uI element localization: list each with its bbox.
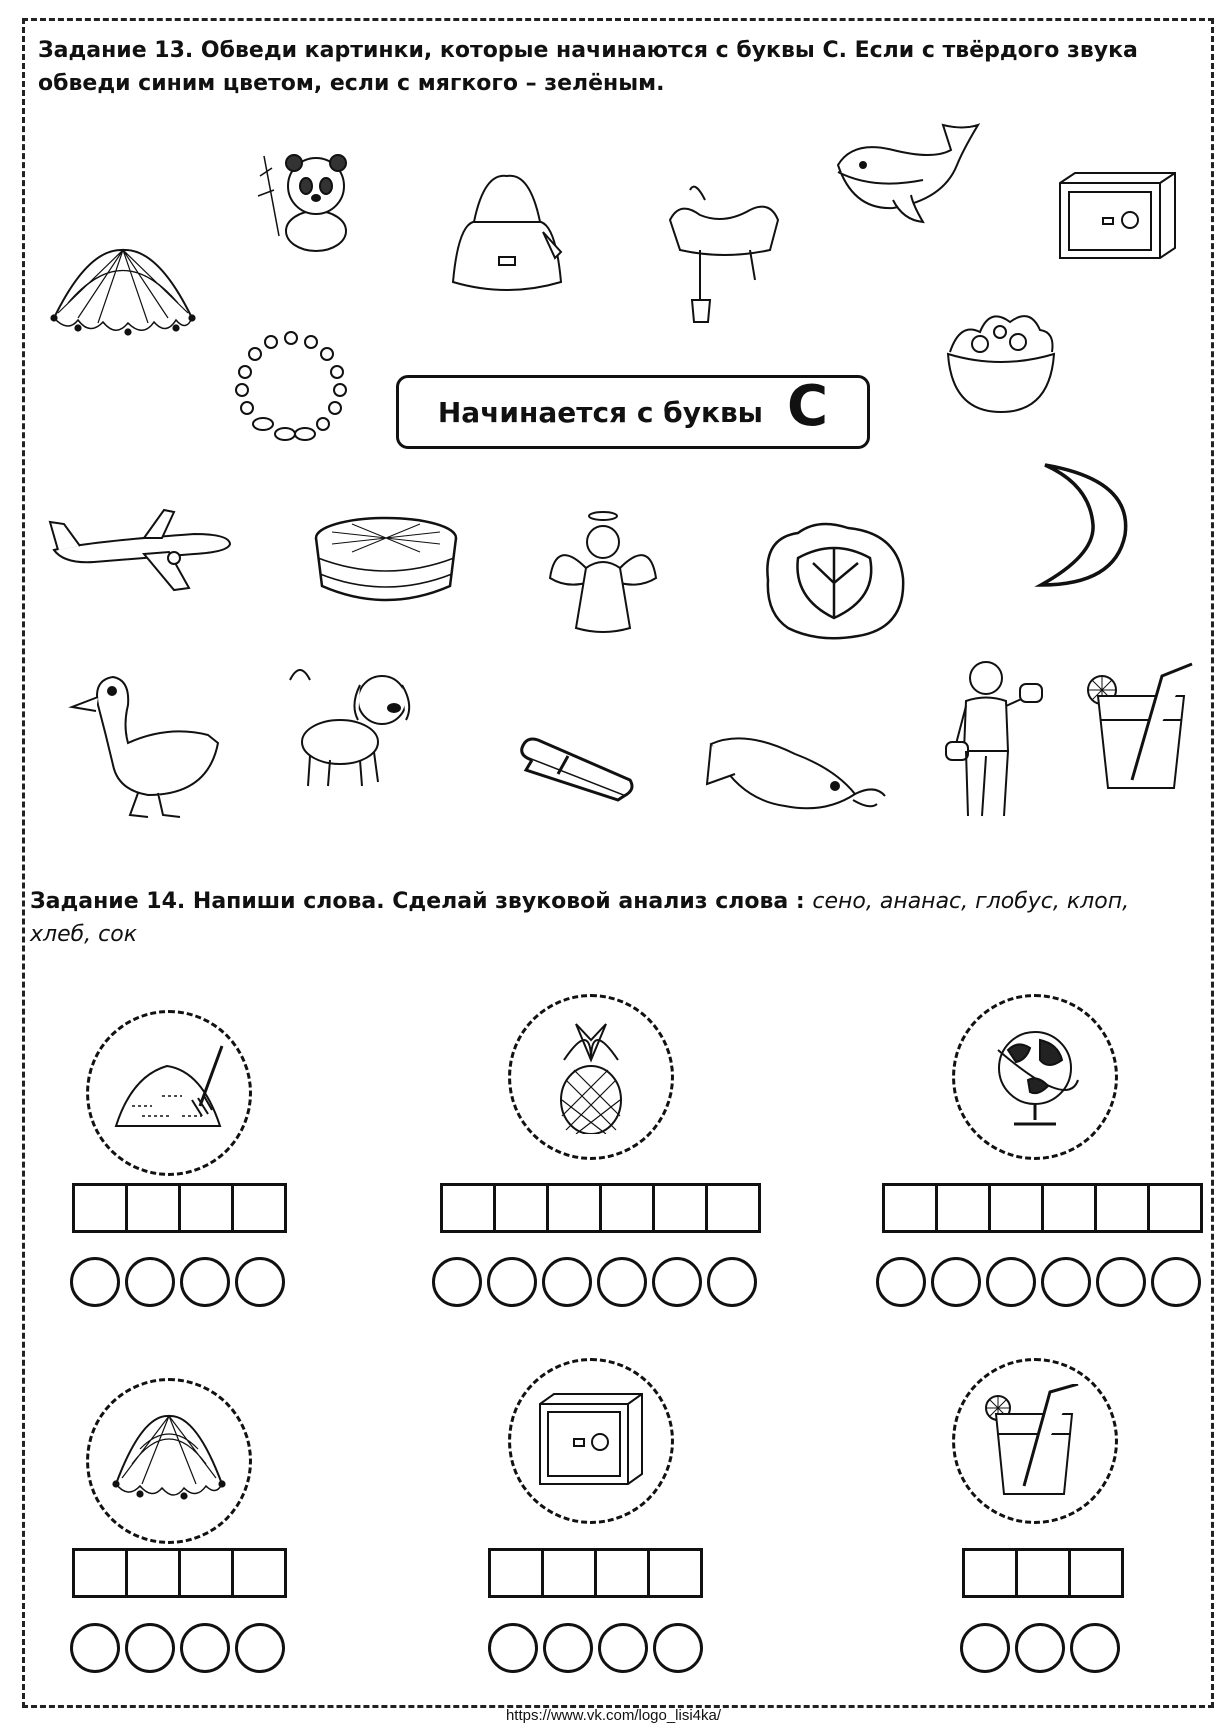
sound-circle[interactable]: [707, 1257, 757, 1307]
sound-circle[interactable]: [653, 1623, 703, 1673]
card-net-circle: [86, 1378, 252, 1544]
card-net-sound-circles: [70, 1623, 285, 1673]
letter-box[interactable]: [128, 1186, 181, 1230]
card-pineapple-circle: [508, 994, 674, 1160]
letter-box[interactable]: [1150, 1186, 1200, 1230]
cabbage-icon: [758, 518, 910, 640]
angel-icon: [546, 508, 660, 636]
card-safe-sound-circles: [488, 1623, 703, 1673]
task14-title: [30, 885, 1160, 951]
sound-circle[interactable]: [235, 1623, 285, 1673]
sound-circle[interactable]: [488, 1623, 538, 1673]
globe-icon: [978, 1020, 1092, 1134]
letter-box[interactable]: [650, 1551, 700, 1595]
starts-with-label: [396, 375, 870, 449]
sound-circle[interactable]: [876, 1257, 926, 1307]
panda-icon: [254, 146, 364, 254]
card-safe-circle: [508, 1358, 674, 1524]
card-hay-sound-circles: [70, 1257, 285, 1307]
letter-box[interactable]: [885, 1186, 938, 1230]
athlete-icon: [946, 656, 1046, 824]
sound-circle[interactable]: [931, 1257, 981, 1307]
juice-icon: [1084, 660, 1194, 792]
pineapple-icon: [534, 1020, 648, 1134]
catfish-icon: [705, 724, 889, 824]
net-icon: [48, 248, 198, 340]
sound-circle[interactable]: [125, 1257, 175, 1307]
letter-box[interactable]: [549, 1186, 602, 1230]
letter-box[interactable]: [1044, 1186, 1097, 1230]
hay-icon: [112, 1036, 226, 1150]
sound-circle[interactable]: [652, 1257, 702, 1307]
dog-icon: [290, 660, 418, 790]
sound-circle[interactable]: [180, 1257, 230, 1307]
task14-instruction: Задание 14. Напиши слова. Сделай звуковой анализ слова :: [30, 889, 813, 914]
card-globe-letter-boxes: [882, 1183, 1203, 1233]
card-pineapple-sound-circles: [432, 1257, 757, 1307]
card-safe-letter-boxes: [488, 1548, 703, 1598]
card-hay-circle: [86, 1010, 252, 1176]
sound-circle[interactable]: [1041, 1257, 1091, 1307]
sound-circle[interactable]: [180, 1623, 230, 1673]
letter-box[interactable]: [496, 1186, 549, 1230]
letter-box[interactable]: [597, 1551, 650, 1595]
letter-box[interactable]: [1018, 1551, 1071, 1595]
letter-box[interactable]: [234, 1186, 284, 1230]
sound-circle[interactable]: [986, 1257, 1036, 1307]
safe-icon: [1055, 168, 1180, 263]
card-juice-sound-circles: [960, 1623, 1120, 1673]
letter-box[interactable]: [938, 1186, 991, 1230]
beads-icon: [235, 332, 347, 444]
letter-box[interactable]: [1097, 1186, 1150, 1230]
card-pineapple-letter-boxes: [440, 1183, 761, 1233]
card-globe-circle: [952, 994, 1118, 1160]
sound-circle[interactable]: [432, 1257, 482, 1307]
sound-circle[interactable]: [125, 1623, 175, 1673]
task14-words: сено, ананас, глобус, клоп, хлеб, сок: [30, 889, 1130, 947]
sound-circle[interactable]: [960, 1623, 1010, 1673]
juice-icon: [978, 1384, 1092, 1498]
letter-box[interactable]: [181, 1186, 234, 1230]
letter-box[interactable]: [443, 1186, 496, 1230]
letter-box[interactable]: [655, 1186, 708, 1230]
safe-icon: [534, 1384, 648, 1498]
letter-box[interactable]: [708, 1186, 758, 1230]
letter-box[interactable]: [965, 1551, 1018, 1595]
sound-circle[interactable]: [70, 1257, 120, 1307]
task13-title: Задание 13. Обведи картинки, которые начинаются с буквы С. Если с твёрдого звука обведи синим цветом, если с мягкого – зелёным.: [38, 38, 1138, 96]
letter-box[interactable]: [1071, 1551, 1121, 1595]
moon-icon: [1035, 460, 1135, 590]
saddle-icon: [660, 180, 788, 330]
letter-box[interactable]: [491, 1551, 544, 1595]
letter-box[interactable]: [234, 1551, 284, 1595]
card-globe-sound-circles: [876, 1257, 1201, 1307]
sound-circle[interactable]: [70, 1623, 120, 1673]
whale-icon: [833, 120, 983, 225]
letter-box[interactable]: [991, 1186, 1044, 1230]
sound-circle[interactable]: [487, 1257, 537, 1307]
eraser-icon: [518, 734, 636, 800]
letter-box[interactable]: [75, 1186, 128, 1230]
label-text: Начинается с буквы: [437, 395, 764, 429]
sound-circle[interactable]: [542, 1257, 592, 1307]
handbag-icon: [443, 172, 571, 302]
letter-box[interactable]: [544, 1551, 597, 1595]
footer-link[interactable]: https://www.vk.com/logo_lisi4ka/: [505, 1707, 722, 1724]
label-letter: С: [787, 374, 829, 439]
sound-circle[interactable]: [235, 1257, 285, 1307]
sound-circle[interactable]: [597, 1257, 647, 1307]
sieve-icon: [312, 514, 460, 610]
letter-box[interactable]: [75, 1551, 128, 1595]
duck-icon: [68, 665, 220, 823]
letter-box[interactable]: [128, 1551, 181, 1595]
card-net-letter-boxes: [72, 1548, 287, 1598]
card-juice-circle: [952, 1358, 1118, 1524]
sound-circle[interactable]: [1151, 1257, 1201, 1307]
sound-circle[interactable]: [1096, 1257, 1146, 1307]
airplane-icon: [44, 502, 232, 594]
salad-icon: [940, 302, 1062, 414]
sound-circle[interactable]: [1070, 1623, 1120, 1673]
letter-box[interactable]: [181, 1551, 234, 1595]
net-icon: [112, 1404, 226, 1518]
sound-circle[interactable]: [598, 1623, 648, 1673]
sound-circle[interactable]: [543, 1623, 593, 1673]
letter-box[interactable]: [602, 1186, 655, 1230]
sound-circle[interactable]: [1015, 1623, 1065, 1673]
card-juice-letter-boxes: [962, 1548, 1124, 1598]
card-hay-letter-boxes: [72, 1183, 287, 1233]
